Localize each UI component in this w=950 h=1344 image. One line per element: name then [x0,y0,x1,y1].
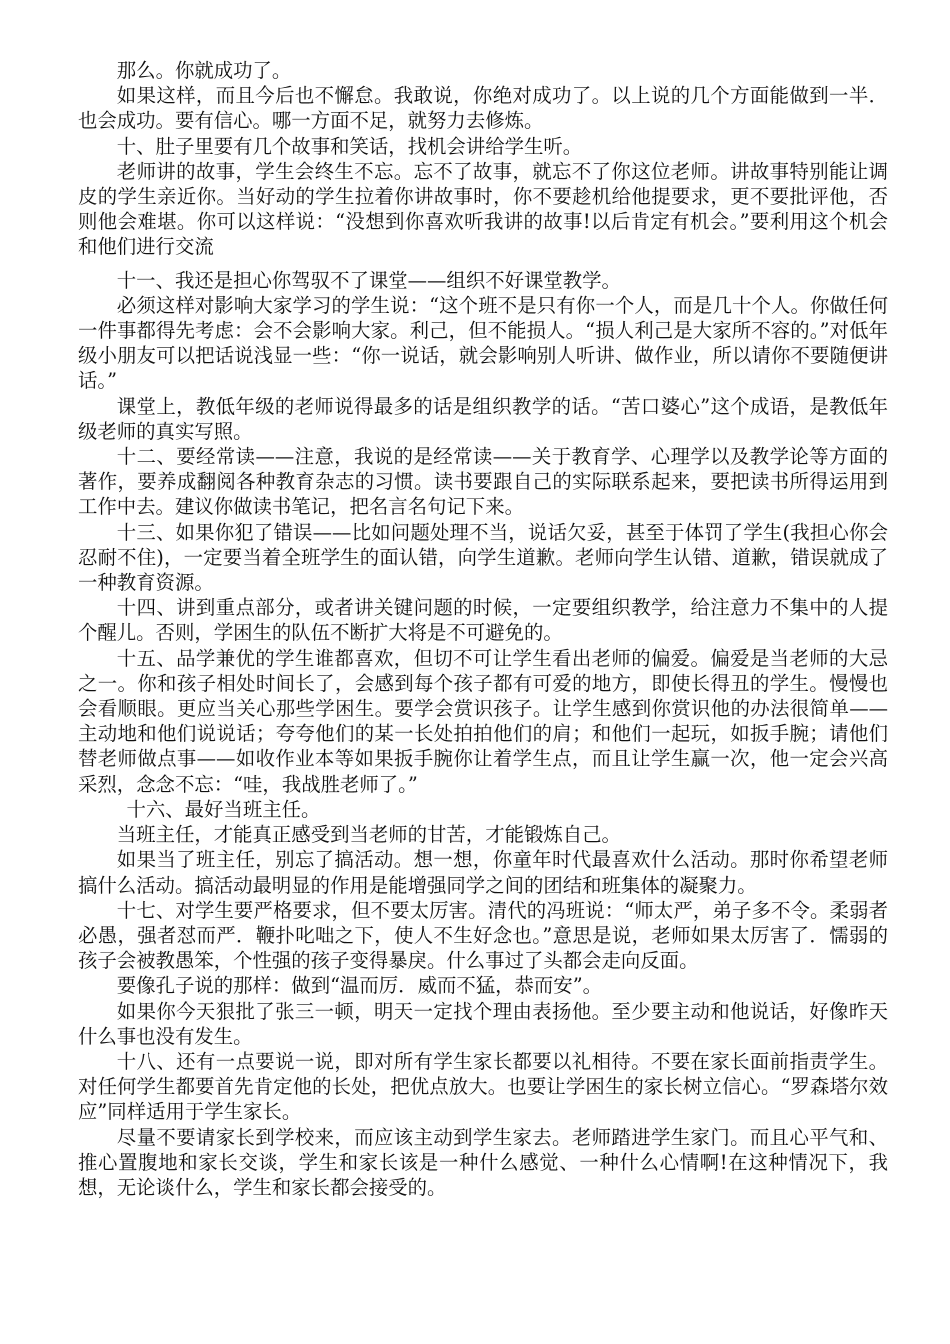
paragraph-heading-12-reading: 十二、要经常读——注意，我说的是经常读——关于教育学、心理学以及教学论等方面的著作，要养成翻阅各种教育杂志的习惯。读书要跟自己的实际联系起来，要把读书所得运用到工作中去。建议你做读书笔记，把名言名句记下来。 [78,445,888,519]
paragraph-home-visits: 尽量不要请家长到学校来，而应该主动到学生家去。老师踏进学生家门。而且心平气和、推心置腹地和家长交谈，学生和家长该是一种什么感觉、一种什么心情啊!在这种情况下，我想，无论谈什么，学生和家长都会接受的。 [78,1125,888,1199]
paragraph-low-grade-teaching: 课堂上，教低年级的老师说得最多的话是组织教学的话。“苦口婆心”这个成语，是教低年级老师的真实写照。 [78,394,888,443]
paragraph-classroom-order: 必须这样对影响大家学习的学生说：“这个班不是只有你一个人，而是几十个人。你做任何一件事都得先考虑：会不会影响大家。利己，但不能损人。“损人利己是大家所不容的。”对低年级小朋友可以把话说浅显一些：“你一说话，就会影响别人听讲、做作业，所以请你不要随便讲话。” [78,293,888,393]
document-page [78,58,888,1200]
paragraph-heading-17-strictness: 十七、对学生要严格要求，但不要太厉害。清代的冯班说：“师太严，弟子多不令。柔弱者必愚，强者怼而严．鞭扑叱咄之下，使人不生好念也。”意思是说，老师如果太厉害了．懦弱的孩子会被教愚笨，个性强的孩子变得暴戾。什么事过了头都会走向反面。 [78,898,888,973]
paragraph-confidence: 如果这样，而且今后也不懈怠。我敢说，你绝对成功了。以上说的几个方面能做到一半．也会成功。要有信心。哪一方面不足，就努力去修炼。 [78,84,888,133]
paragraph-heading-10: 十、肚子里要有几个故事和笑话，找机会讲给学生听。 [116,134,583,158]
paragraph-heading-14-key-points: 十四、讲到重点部分，或者讲关键问题的时候，一定要组织教学，给注意力不集中的人提个醒儿。否则，学困生的队伍不断扩大将是不可避免的。 [78,596,888,645]
paragraph-praise-next-day: 如果你今天狠批了张三一顿，明天一定找个理由表扬他。至少要主动和他说话，好像昨天什么事也没有发生。 [78,999,888,1048]
paragraph-head-teacher: 当班主任，才能真正感受到当老师的甘苦，才能锻炼自己。 [116,823,621,847]
paragraph-activities: 如果当了班主任，别忘了搞活动。想一想，你童年时代最喜欢什么活动。那时你希望老师搞什么活动。搞活动最明显的作用是能增强同学之间的团结和班集体的凝聚力。 [78,848,888,897]
paragraph-heading-11: 十一、我还是担心你驾驭不了课堂——组织不好课堂教学。 [116,268,621,292]
paragraph-heading-18-parents: 十八、还有一点要说一说，即对所有学生家长都要以礼相待。不要在家长面前指责学生。对任何学生都要首先肯定他的长处，把优点放大。也要让学困生的家长树立信心。“罗森塔尔效应”同样适用于学生家长。 [78,1049,888,1124]
paragraph-stories: 老师讲的故事，学生会终生不忘。忘不了故事，就忘不了你这位老师。讲故事特别能让调皮的学生亲近你。当好动的学生拉着你讲故事时，你不要趁机给他提要求，更不要批评他，否则他会难堪。你可以这样说：“没想到你喜欢听我讲的故事!以后肯定有机会。”要利用这个机会和他们进行交流 [78,159,888,259]
paragraph-heading-15-favoritism: 十五、品学兼优的学生谁都喜欢，但切不可让学生看出老师的偏爱。偏爱是当老师的大忌之一。你和孩子相处时间长了，会感到每个孩子都有可爱的地方，即使长得丑的学生。慢慢也会看顺眼。更应当关心那些学困生。要学会赏识孩子。让学生感到你赏识他的办法很简单——主动地和他们说说话；夸夸他们的某一长处拍拍他们的肩；和他们一起玩，如扳手腕；请他们替老师做点事——如收作业本等如果扳手腕你让着学生点，而且让学生赢一次，他一定会兴高采烈，念念不忘：“哇，我战胜老师了。” [78,646,888,796]
paragraph-heading-13-apology: 十三、如果你犯了错误——比如问题处理不当，说话欠妥，甚至于体罚了学生(我担心你会忍耐不住)，一定要当着全班学生的面认错，向学生道歉。老师向学生认错、道歉，错误就成了一种教育资源。 [78,520,888,595]
paragraph-heading-16: 十六、最好当班主任。 [126,797,321,821]
paragraph-confucius: 要像孔子说的那样：做到“温而厉．威而不猛，恭而安”。 [116,974,602,998]
paragraph-success: 那么。你就成功了。 [116,59,292,82]
